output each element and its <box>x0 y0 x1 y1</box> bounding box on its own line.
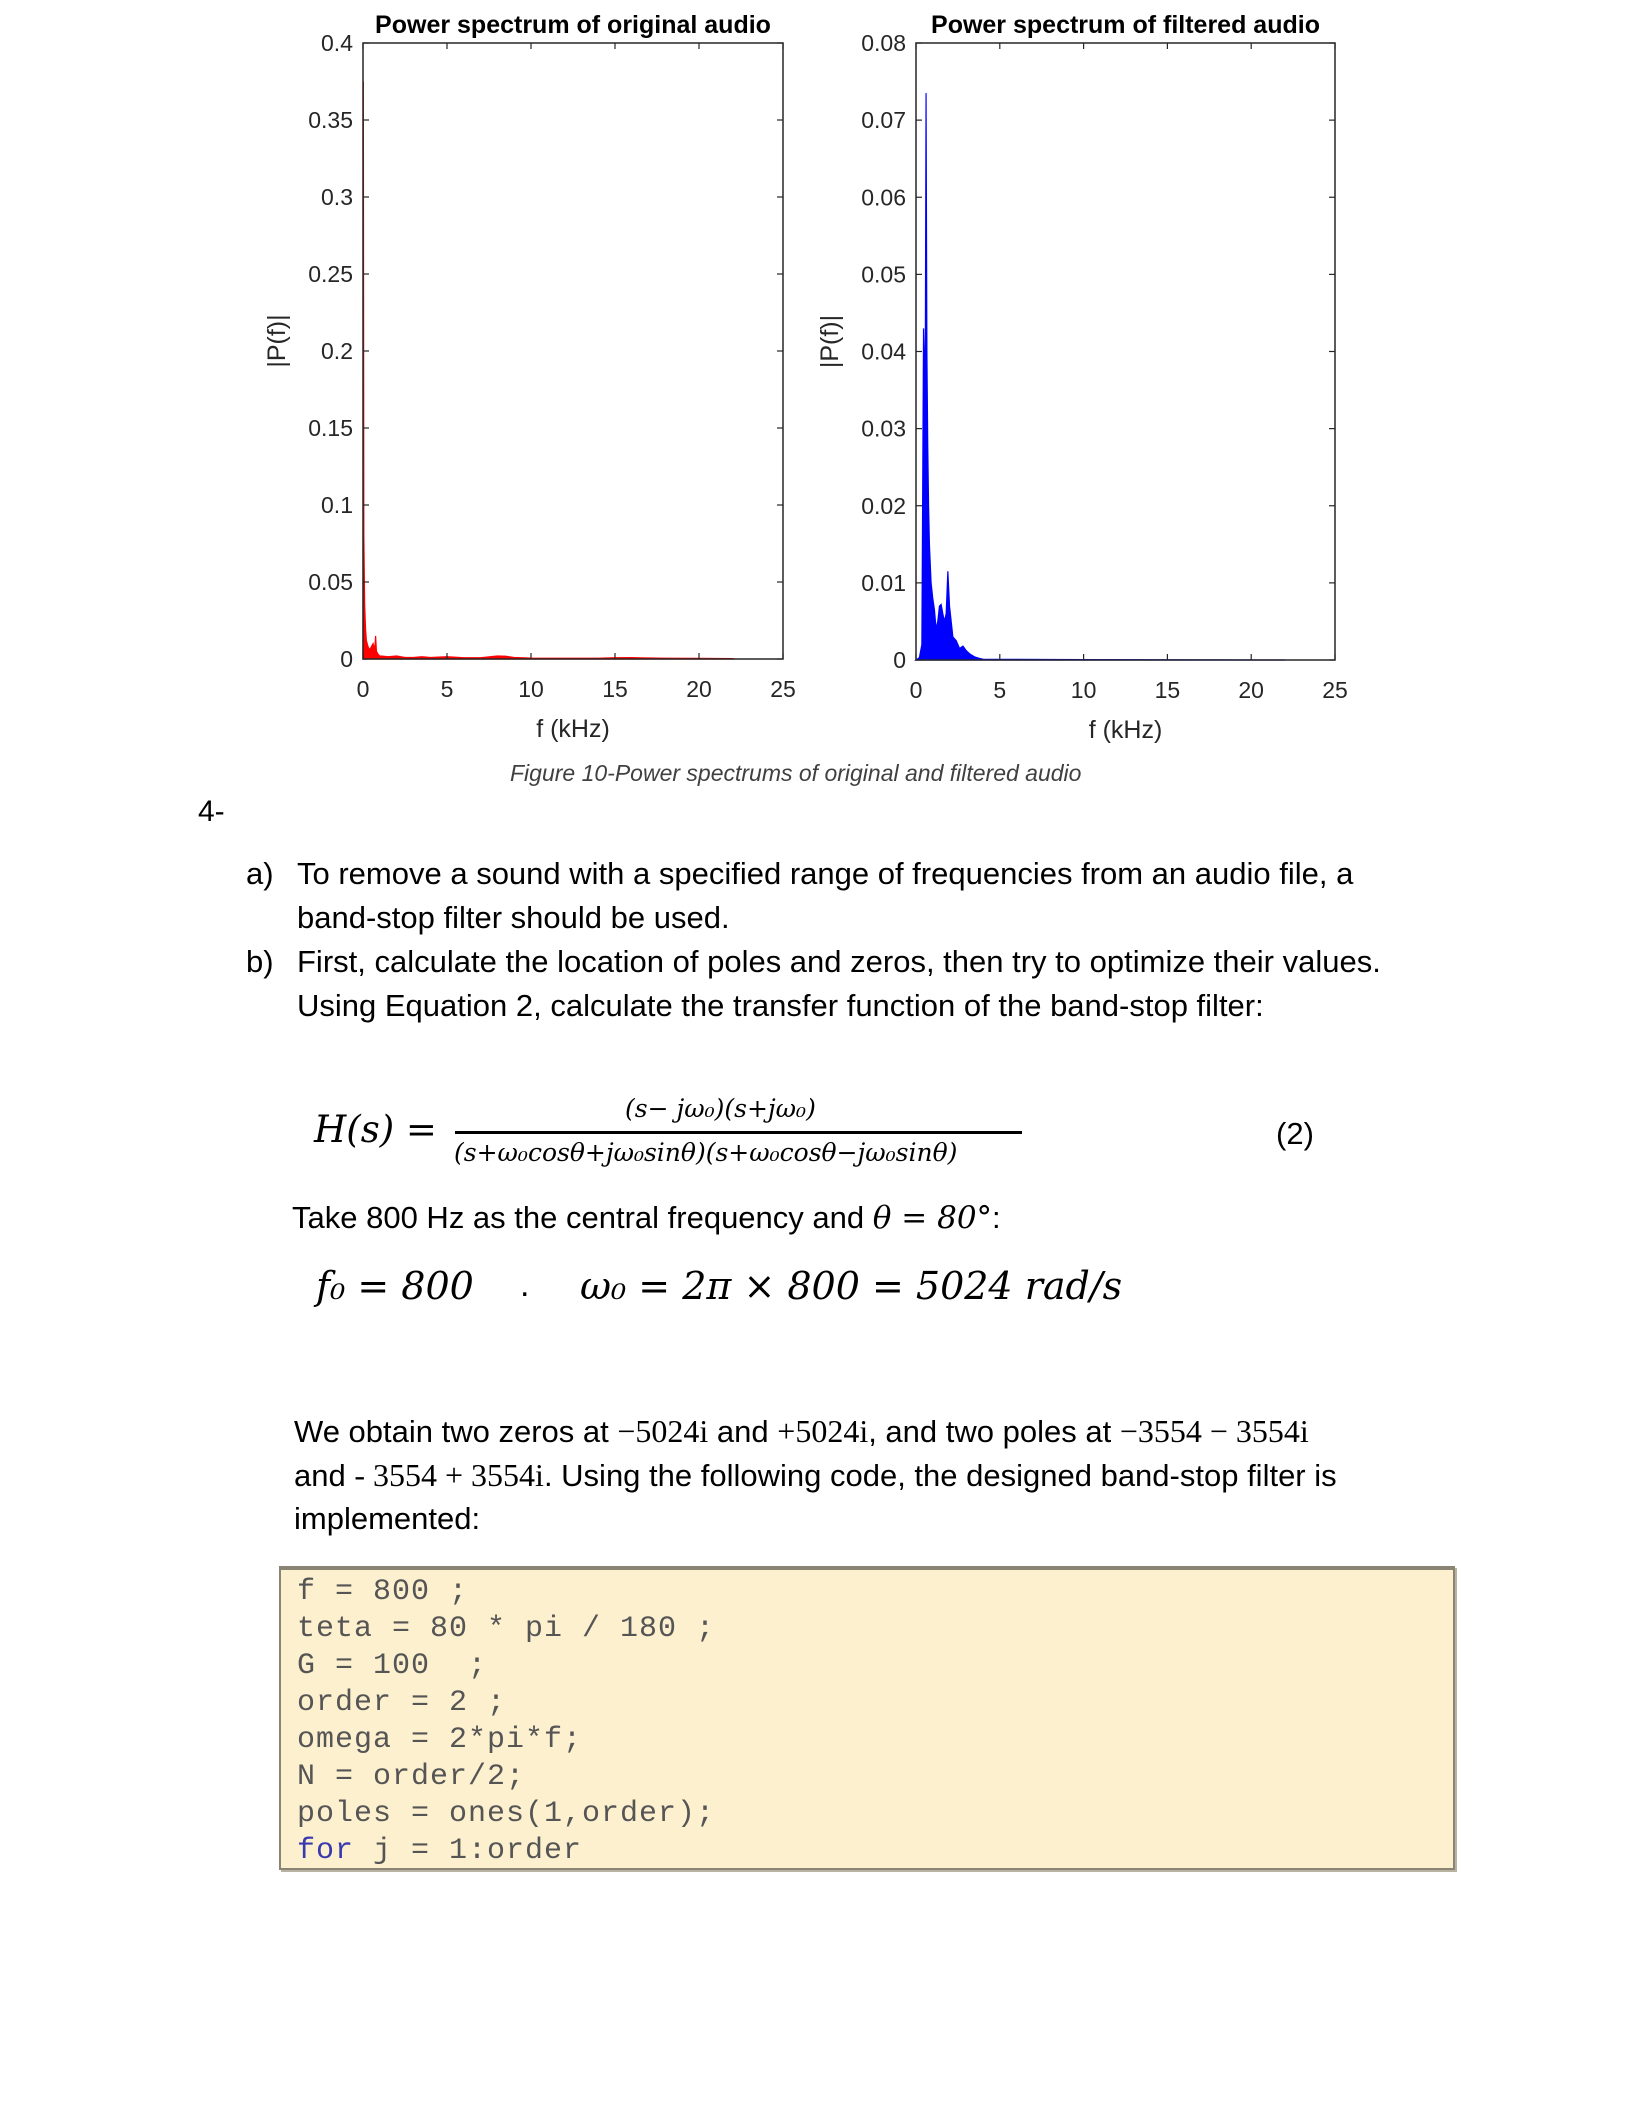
chart-title: Power spectrum of filtered audio <box>931 11 1320 39</box>
y-tick-label: 0 <box>340 646 353 672</box>
y-tick-label: 0.06 <box>861 184 906 211</box>
code-line <box>297 1833 1453 1870</box>
omega-unit: rad/s <box>1024 1264 1123 1308</box>
x-tick-label: 15 <box>602 676 628 702</box>
chart-original-audio <box>263 11 796 743</box>
series-original <box>363 82 734 660</box>
list-marker: a) <box>246 856 274 891</box>
result-line-2 <box>294 1453 1337 1498</box>
list-text-line: To remove a sound with a specified range of frequencies from an audio file, a <box>297 856 1354 891</box>
equation-denominator: (s+ω₀cosθ+jω₀sinθ)(s+ω₀cosθ−jω₀sinθ) <box>454 1138 958 1167</box>
x-tick-label: 10 <box>1070 677 1097 703</box>
x-tick-label: 10 <box>518 676 544 702</box>
code-text: j = 1:order <box>354 1834 583 1868</box>
text-run: and <box>294 1458 355 1493</box>
x-tick-label: 25 <box>1322 677 1348 703</box>
colon: : <box>992 1200 1001 1235</box>
theta-expression: θ = 80° <box>872 1200 993 1236</box>
y-tick-label: 0 <box>893 647 906 673</box>
central-frequency-label: Take 800 Hz as the central frequency and <box>292 1200 873 1235</box>
code-line: f = 800 ; <box>297 1575 469 1609</box>
code-line: poles = ones(1,order); <box>297 1797 716 1831</box>
list-marker: b) <box>246 944 274 979</box>
zero-2: +5024i <box>777 1413 869 1449</box>
code-line: omega = 2*pi*f; <box>297 1723 583 1757</box>
figure-10 <box>0 0 1642 760</box>
code-line: order = 2 ; <box>297 1686 507 1720</box>
figure-caption: Figure 10-Power spectrums of original and filtered audio <box>510 760 1082 786</box>
y-tick-label: 0.08 <box>861 30 906 56</box>
separator-dot: . <box>520 1266 530 1304</box>
equation-numerator: (s− jω₀)(s+jω₀) <box>625 1094 816 1123</box>
pole-1: −3554 − 3554i <box>1119 1413 1309 1449</box>
y-tick-label: 0.4 <box>321 30 353 56</box>
chart-title: Power spectrum of original audio <box>375 11 771 39</box>
x-axis-label: f (kHz) <box>1088 716 1163 744</box>
series-filtered <box>916 93 1285 660</box>
equation-lhs: H(s) = <box>314 1108 437 1151</box>
y-tick-label: 0.3 <box>321 184 353 210</box>
y-tick-label: 0.07 <box>861 107 906 134</box>
text-run: . Using the following code, the designed band-stop filter is <box>543 1458 1337 1493</box>
y-axis-label: |P(f)| <box>263 314 291 368</box>
code-line: N = order/2; <box>297 1760 526 1794</box>
omega-value: ω₀ = 2π × 800 = 5024 <box>580 1264 1013 1308</box>
y-tick-label: 0.01 <box>861 569 906 596</box>
code-line: teta = 80 * pi / 180 ; <box>297 1612 716 1646</box>
y-tick-label: 0.04 <box>861 338 906 365</box>
y-tick-label: 0.2 <box>321 338 353 364</box>
result-line-1 <box>294 1409 1309 1454</box>
plot-frame <box>916 43 1335 660</box>
y-tick-label: 0.15 <box>308 415 353 441</box>
y-tick-label: 0.25 <box>308 261 353 287</box>
x-tick-label: 5 <box>440 676 454 702</box>
f0-expression: f₀ = 800 <box>316 1264 474 1308</box>
text-run: , and two poles at <box>868 1414 1120 1449</box>
fraction-bar <box>455 1131 1022 1134</box>
section-number: 4- <box>198 795 225 828</box>
zero-1: −5024i <box>617 1413 709 1449</box>
x-tick-label: 5 <box>993 677 1007 703</box>
code-block <box>279 1566 1455 1870</box>
y-axis-label: |P(f)| <box>816 314 844 369</box>
equation-number: (2) <box>1276 1116 1314 1151</box>
chart-filtered-audio <box>816 11 1348 744</box>
text-run: and <box>708 1414 778 1449</box>
code-line: G = 100 ; <box>297 1649 488 1683</box>
y-tick-label: 0.05 <box>308 569 353 595</box>
y-tick-label: 0.1 <box>321 492 353 518</box>
list-text-line: First, calculate the location of poles and zeros, then try to optimize their values. <box>297 944 1381 979</box>
code-keyword-for: for <box>297 1834 355 1868</box>
result-line-3: implemented: <box>294 1501 481 1536</box>
x-tick-label: 0 <box>909 677 923 703</box>
y-tick-label: 0.02 <box>861 492 906 519</box>
y-tick-label: 0.35 <box>308 107 353 133</box>
text-run: We obtain two zeros at <box>294 1414 618 1449</box>
omega-expression <box>580 1264 1122 1308</box>
x-tick-label: 25 <box>770 676 796 702</box>
list-text-line: Using Equation 2, calculate the transfer function of the band-stop filter: <box>297 988 1264 1023</box>
x-tick-label: 0 <box>356 676 370 702</box>
central-frequency-text <box>292 1196 1001 1240</box>
x-tick-label: 20 <box>686 676 712 702</box>
list-text-line: band-stop filter should be used. <box>297 900 730 935</box>
y-tick-label: 0.03 <box>861 415 906 442</box>
plot-frame <box>363 43 783 659</box>
x-tick-label: 15 <box>1154 677 1181 703</box>
x-tick-label: 20 <box>1238 677 1264 703</box>
pole-2: - 3554 + 3554i <box>354 1457 544 1493</box>
x-axis-label: f (kHz) <box>536 715 610 743</box>
y-tick-label: 0.05 <box>861 261 906 288</box>
